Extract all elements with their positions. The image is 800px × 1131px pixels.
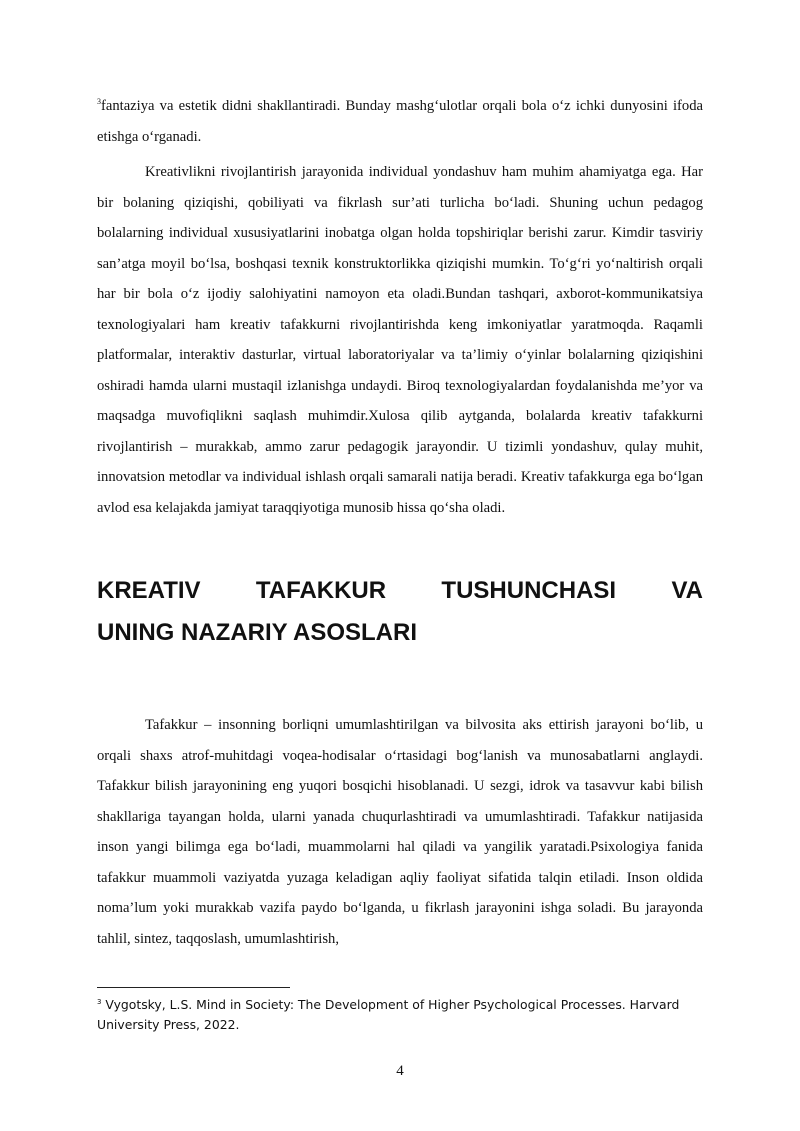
paragraph-thinking-definition: Tafakkur – insonning borliqni umumlashtirilgan va bilvosita aks ettirish jarayoni bo‘lib, u orqali shaxs atrof-muhitdagi voqea-hodisalar o‘rtasidagi bog‘lanish va munosabatlarni anglaydi. Tafakkur bilish jarayonining eng yuqori bosqichi hisoblanadi. U sezgi, idrok va tasavvur kabi bilish shakllariga tayangan holda, ularni yanada chuqurlashtiradi va umumlashtiradi. Tafakkur natijasida inson yangi bilimga ega bo‘ladi, muammolarni hal qiladi va yangilik yaratadi.Psixologiya fanida tafakkur muammoli vaziyatda yuzaga keladigan aqliy faoliyat sifatida talqin etiladi. Inson oldida noma’lum yoki murakkab vazifa paydo bo‘lganda, u fikrlash jarayonini ishga soladi. Bu jarayonda tahlil, sintez, taqqoslash, umumlashtirish,: [97, 717, 703, 947]
paragraph-continued: [97, 91, 703, 152]
footnote-text: Vygotsky, L.S. Mind in Society: The Development of Higher Psychological Processes. Harvard University Press, 2022.: [97, 997, 680, 1032]
footnote-number: 3: [97, 997, 102, 1006]
paragraph-text: fantaziya va estetik didni shakllantiradi. Bunday mashg‘ulotlar orqali bola o‘z ichki dunyosini ifoda etishga o‘rganadi.: [97, 98, 703, 145]
footnote-reference: 3: [97, 97, 101, 107]
section-heading: [97, 570, 703, 654]
footnote-separator: [97, 987, 290, 988]
page-number: 4: [396, 1063, 404, 1079]
section-heading-line-1: KREATIV TAFAKKUR TUSHUNCHASI VA: [97, 577, 703, 604]
footnote: [97, 995, 703, 1035]
paragraph-creativity-development: Kreativlikni rivojlantirish jarayonida individual yondashuv ham muhim ahamiyatga ega. Har bir bolaning qiziqishi, qobiliyati va fikrlash sur’ati turlicha bo‘ladi. Shuning uchun pedagog bolalarning individual xususiyatlarini inobatga olgan holda topshiriqlar berishi zarur. Kimdir tasviriy san’atga moyil bo‘lsa, boshqasi texnik konstruktorlikka qiziqishi mumkin. To‘g‘ri yo‘naltirish orqali har bir bola o‘z ijodiy salohiyatini namoyon eta oladi.Bundan tashqari, axborot-kommunikatsiya texnologiyalari ham kreativ tafakkurni rivojlantirishda keng imkoniyatlar yaratmoqda. Raqamli platformalar, interaktiv dasturlar, virtual laboratoriyalar va ta’limiy o‘yinlar bolalarning qiziqishini oshiradi hamda ularni mustaqil izlanishga undaydi. Biroq texnologiyalardan foydalanishda me’yor va maqsadga muvofiqlikni saqlash muhimdir.Xulosa qilib aytganda, bolalarda kreativ tafakkurni rivojlantirish – murakkab, ammo zarur pedagogik jarayondir. U tizimli yondashuv, qulay muhit, innovatsion metodlar va individual ishlash orqali samarali natija beradi. Kreativ tafakkurga ega bo‘lgan avlod esa kelajakda jamiyat taraqqiyotiga munosib hissa qo‘sha oladi.: [97, 164, 703, 516]
section-heading-line-2: UNING NAZARIY ASOSLARI: [97, 619, 418, 646]
